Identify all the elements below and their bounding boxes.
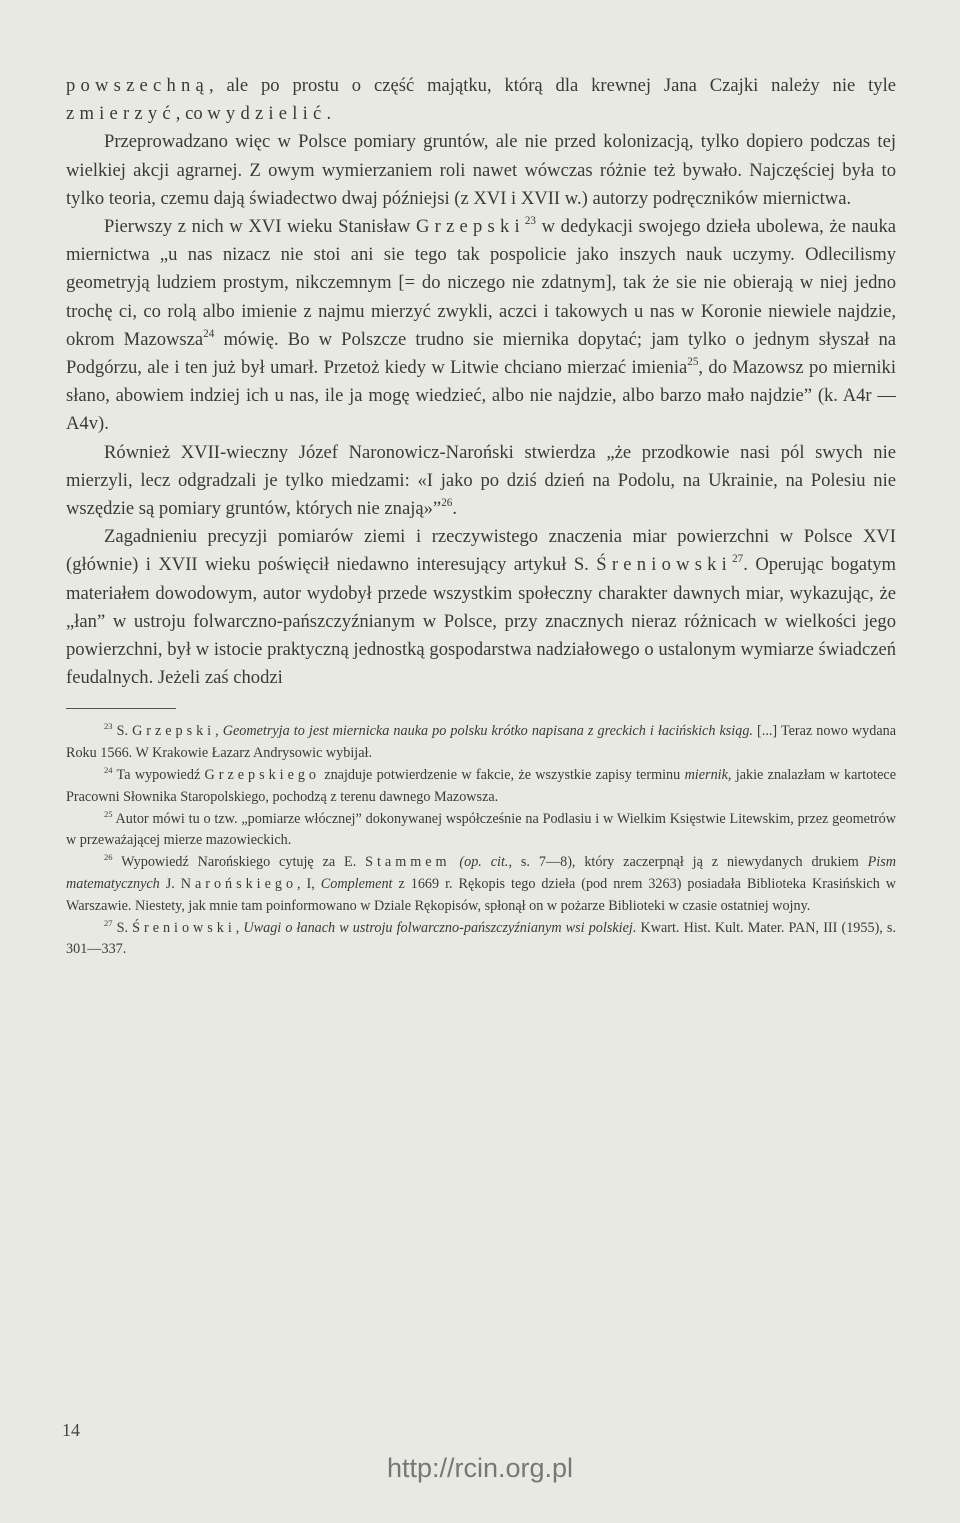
source-url-link[interactable]: http://rcin.org.pl — [386, 1453, 574, 1483]
text-run: znajduje potwierdzenie w fakcie, że wszystkie zapisy terminu — [319, 767, 685, 784]
italic-term: miernik — [684, 767, 728, 784]
paragraph-4 — [66, 439, 896, 524]
footnote-number: 23 — [104, 721, 113, 732]
footnote-23 — [66, 721, 896, 765]
text-run: , do Mazowsz po mierniki słano, abowiem indziej ich u nas, ile ja mogę wiedzieć, albo nie najdzie, albo barzo mało najdzie” (k. A4r — A4v). — [66, 357, 896, 435]
text-run: . — [326, 103, 332, 125]
paragraph-3 — [66, 213, 896, 439]
footnote-24 — [66, 765, 896, 809]
footnote-27 — [66, 918, 896, 962]
text-run: [...] Teraz nowo wydana Roku 1566. W Krakowie Łazarz Andrysowic wybijał. — [66, 723, 897, 762]
spaced-word: Grzepski — [132, 723, 216, 740]
page-number: 14 — [62, 1420, 80, 1440]
spaced-word: zmierzyć — [66, 103, 176, 125]
text-run: z 1669 r. Rękopis tego dzieła (pod nrem 3263) posiadała Biblioteka Krasińskich w Warszawie. Niestety, jak mnie tam poinformowano w Dziale Rękopisów, spłonął on w pożarze Biblioteki w czasie ostatniej wojny. — [66, 876, 896, 914]
footnote-26 — [66, 852, 896, 917]
text-run: . Operując bogatym materiałem dowodowym, autor wydobył przede wszystkim społeczny charakter dawnych miar, wykazując, że „łan” w ustroju folwarczno-pańszczyźnianym w Polsce, przy znacznych nieraz różnicach w wielkości jego powierzchni, był w istocie praktyczną jednostką gospodarstwa nadziałowego o ustalonym wymiarze świadczeń feudalnych. Jeżeli zaś chodzi — [66, 554, 896, 689]
spaced-word: Grzepski — [416, 216, 525, 238]
footnote-divider — [66, 708, 176, 709]
spaced-word: powszechną — [66, 75, 209, 96]
text-run: w dedykacji swojego dzieła ubolewa, że nauka miernictwa „u nas nizacz nie stoi ani sie tego tak pospolicie jako inszych nauk uczymy. Odlecilismy geometryją ludziem prostym, nikczemnym [= do niczego nie zdatnym], tak że sie nie obierają w niej jedno trochę ci, co rolą albo imienie z najmu mierzyć zwykli, aczci i takowych u nas w Koronie niewiele najdzie, okrom Mazowsza — [66, 216, 896, 350]
text-run: mówię. Bo w Polszcze trudno sie miernika dopytać; jam tylko o jednym słyszał na Podgórzu, ale i ten już był umarł. Przetoż kiedy w Litwie chciano mierzać imienia — [66, 328, 896, 379]
spaced-word: wydzielić — [207, 103, 327, 125]
text-run: , — [215, 723, 223, 740]
paragraph-5 — [66, 523, 896, 692]
text-run: . — [452, 498, 457, 520]
footnote-ref-23[interactable]: 23 — [524, 215, 536, 228]
footnotes — [66, 721, 896, 961]
spaced-word: Śreniowski — [132, 919, 236, 936]
spaced-word: Narońskiego — [180, 876, 298, 893]
paragraph-1 — [66, 72, 896, 128]
text-run: Ta wypowiedź — [112, 767, 205, 784]
text-run: Pierwszy z nich w XVI wieku Stanisław — [104, 216, 417, 238]
text-run: , I, — [297, 876, 321, 893]
italic-title: Geometryja to jest miernicka nauka po polsku krótko napisana z greckich i łacińskich ksiąg. — [222, 723, 753, 740]
text-run: Również XVII-wieczny Józef Naronowicz-Naroński stwierdza „że przodkowie nasi pól swych nie mierzyli, lecz odgradzali je tylko miedzami: «I jako po dziś dzień na Podolu, na Ukrainie, na Polesiu nie wszędzie są pomiary gruntów, których nie znają»” — [66, 441, 896, 520]
footnote-ref-27[interactable]: 27 — [732, 553, 744, 566]
footnote-number: 24 — [104, 765, 113, 776]
footnote-ref-26[interactable]: 26 — [441, 497, 453, 510]
text-run: S. — [112, 919, 133, 936]
paragraph-2: Przeprowadzano więc w Polsce pomiary gruntów, ale nie przed kolonizacją, tylko dopiero podczas tej wielkiej akcji agrarnej. Z owym wymierzaniem roli nawet wówczas różnie też bywało. Najczęściej była to tylko teoria, czemu dają świadectwo dwaj późniejsi (z XVI i XVII w.) autorzy podręczników miernictwa. — [66, 131, 896, 209]
spaced-word: Stammem — [365, 854, 451, 871]
footnote-ref-24[interactable]: 24 — [203, 328, 215, 341]
text-run: S. — [112, 723, 133, 740]
footnote-25 — [66, 809, 896, 853]
page-content — [66, 72, 896, 961]
text-run: s. 7—8), który zaczerpnął ją z niewydanych drukiem — [512, 854, 868, 871]
spaced-word: Grzepskiego — [204, 767, 320, 784]
text-run: Autor mówi tu o tzw. „pomiarze włócznej” dokonywanej współcześnie na Podlasiu i w Wielkim Księstwie Litewskim, przez geometrów w przeważającej mierze mazowieckich. — [66, 810, 896, 849]
footnote-number: 26 — [104, 852, 113, 863]
text-run: Wypowiedź Narońskiego cytuję za E. — [112, 854, 366, 871]
spaced-word: Śreniowski — [596, 554, 733, 576]
italic-ref: (op. cit., — [459, 854, 512, 871]
text-run: Kwart. Hist. Kult. Mater. PAN, III (1955), s. 301—337. — [66, 919, 897, 958]
footnote-number: 25 — [104, 808, 113, 819]
main-text — [66, 72, 896, 692]
footnote-number: 27 — [104, 917, 113, 928]
text-run: J. — [159, 876, 181, 893]
italic-title: Pism matematycznych — [66, 854, 896, 893]
text-run: , ale po prostu o część majątku, którą dla krewnej Jana Czajki należy nie tyle — [208, 75, 896, 96]
text-run: Zagadnieniu precyzji pomiarów ziemi i rzeczywistego znaczenia miar powierzchni w Polsce XVI (głównie) i XVII wieku poświęcił niedawno interesujący artykuł S. — [66, 526, 896, 576]
italic-title: Uwagi o łanach w ustroju folwarczno-pańszczyźnianym wsi polskiej. — [243, 919, 637, 936]
text-run: , — [235, 919, 244, 936]
italic-title: Complement — [320, 876, 393, 893]
text-run: , co — [175, 103, 208, 125]
footnote-ref-25[interactable]: 25 — [687, 356, 699, 369]
text-run: , jakie znalazłam w kartotece Pracowni Słownika Staropolskiego, pochodzą z terenu dawnego Mazowsza. — [66, 767, 896, 805]
